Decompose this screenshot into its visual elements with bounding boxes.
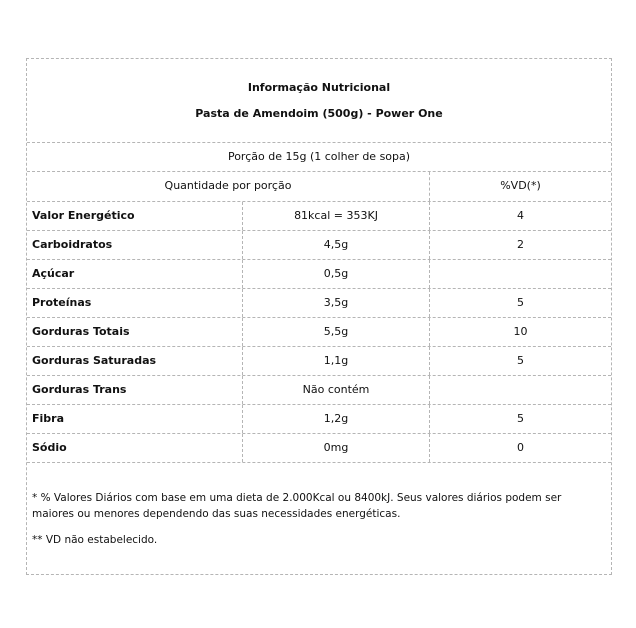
table-row [27,231,611,260]
footnote-daily-values: * % Valores Diários com base em uma dieta de 2.000Kcal ou 8400kJ. Seus valores diários podem ser maiores ou menores dependendo das suas necessidades energéticas. [32,492,562,520]
table-row [27,376,611,405]
nutrient-name: Proteínas [27,289,243,317]
nutrient-name: Gorduras Trans [27,376,243,404]
table-row [27,434,611,463]
nutrient-name: Valor Energético [27,202,243,230]
nutrient-quantity: Não contém [243,376,430,404]
table-header [27,59,611,143]
footnote-vd-not-established: ** VD não estabelecido. [32,534,158,546]
table-row [27,318,611,347]
table-title: Informação Nutricional [247,81,391,94]
nutrient-name: Açúcar [27,260,243,288]
nutrient-quantity: 0,5g [243,260,430,288]
nutrient-vd: 5 [517,296,524,309]
nutrient-quantity: 81kcal = 353KJ [243,202,430,230]
nutrient-vd: 0 [517,441,524,454]
table-row [27,289,611,318]
nutrition-table [26,58,612,575]
nutrient-vd: 2 [517,238,524,251]
table-row [27,405,611,434]
nutrient-name: Gorduras Totais [27,318,243,346]
nutrient-quantity: 3,5g [243,289,430,317]
nutrient-quantity: 0mg [243,434,430,462]
nutrient-quantity: 4,5g [243,231,430,259]
quantity-column-header: Quantidade por porção [27,172,430,201]
nutrient-vd: 10 [513,325,528,338]
nutrient-vd [430,376,611,404]
nutrient-vd: 4 [517,209,524,222]
nutrient-name: Sódio [27,434,243,462]
nutrient-vd: 5 [517,354,524,367]
nutrient-name: Gorduras Saturadas [27,347,243,375]
nutrient-vd [430,260,611,288]
nutrient-quantity: 1,2g [243,405,430,433]
table-row [27,260,611,289]
table-footnotes [27,463,611,574]
table-row [27,202,611,231]
column-header-row [27,172,611,202]
nutrient-rows [27,202,611,463]
nutrient-quantity: 1,1g [243,347,430,375]
nutrient-quantity: 5,5g [243,318,430,346]
table-row [27,347,611,376]
nutrient-name: Carboidratos [27,231,243,259]
nutrient-vd: 5 [517,412,524,425]
portion-size: Porção de 15g (1 colher de sopa) [27,143,611,172]
nutrient-name: Fibra [27,405,243,433]
product-name: Pasta de Amendoim (500g) - Power One [195,107,443,120]
vd-column-header: %VD(*) [500,179,541,192]
